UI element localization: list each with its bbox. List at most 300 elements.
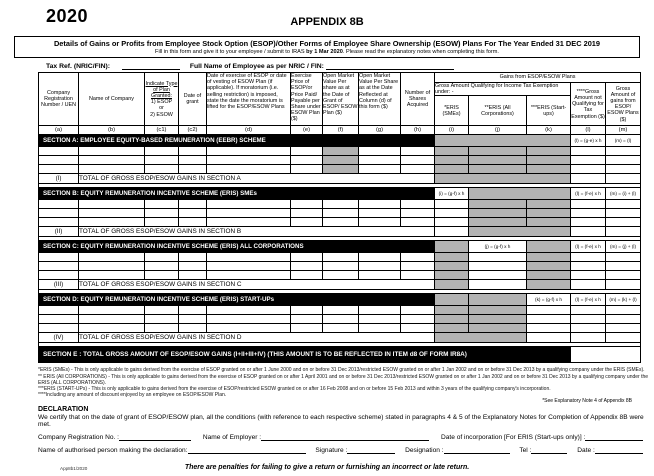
col-header-m: Gross Amount of gains from ESOP/ ESOW Plans ($) <box>606 83 641 126</box>
section-d-total-no: (IV) <box>39 333 79 343</box>
c1-opt2: 2) ESOW <box>150 111 173 118</box>
section-d-row <box>39 315 641 324</box>
section-d-formula-l: (l) = (f-e) x h <box>571 294 606 306</box>
form-subtitle <box>19 49 635 55</box>
letter-b: (b) <box>79 126 145 135</box>
col-header-g: Open Market Value Per Share as at the Date Reflected at Column (d) of this form ($) <box>359 73 401 126</box>
blocked-cell <box>527 280 571 290</box>
section-e-bar <box>39 347 641 363</box>
input-cell[interactable] <box>79 306 145 315</box>
input-cell[interactable] <box>606 218 641 227</box>
gains-table <box>38 72 641 363</box>
input-cell[interactable] <box>39 218 79 227</box>
footer <box>0 464 654 476</box>
input-cell[interactable] <box>39 165 79 174</box>
input-cell[interactable] <box>291 165 323 174</box>
section-b-total-no: (II) <box>39 227 79 237</box>
input-cell[interactable] <box>359 306 401 315</box>
input-cell[interactable] <box>527 306 571 315</box>
input-cell[interactable] <box>606 209 641 218</box>
input-cell[interactable] <box>323 262 359 271</box>
input-cell[interactable] <box>435 209 469 218</box>
input-cell[interactable] <box>401 147 435 156</box>
section-c-bar <box>39 241 641 253</box>
input-cell[interactable] <box>79 324 145 333</box>
blocked-cell <box>527 209 571 218</box>
section-d-total-label: TOTAL OF GROSS ESOP/ESOW GAINS IN SECTION D <box>79 333 435 343</box>
input-cell[interactable] <box>571 315 606 324</box>
input-cell[interactable] <box>401 200 435 209</box>
blocked-cell <box>435 262 469 271</box>
input-cell[interactable] <box>359 156 401 165</box>
blocked-cell <box>469 315 527 324</box>
col-header-d: Date of exercise of ESOP or date of vesting of ESOW Plan (if applicable). If moratorium (i.e. selling restriction) is imposed, state the date the moratorium is lifted for the ESOP/ESOW Plans <box>207 73 291 126</box>
section-a-title: SECTION A: EMPLOYEE EQUITY-BASED REMUNERATION (EEBR) SCHEME <box>39 135 435 147</box>
input-cell[interactable] <box>207 315 291 324</box>
section-b-total-row <box>39 227 641 237</box>
input-cell[interactable] <box>145 209 179 218</box>
input-cell[interactable] <box>79 156 145 165</box>
declaration-line-2 <box>38 446 654 454</box>
input-cell[interactable] <box>79 315 145 324</box>
blocked-cell <box>527 165 571 174</box>
blocked-cell <box>469 218 527 227</box>
input-cell[interactable] <box>606 324 641 333</box>
designation-field[interactable] <box>444 446 510 454</box>
input-cell[interactable] <box>571 253 606 262</box>
blocked-cell <box>323 147 359 156</box>
input-cell[interactable] <box>179 253 207 262</box>
col-header-c1 <box>145 73 179 126</box>
employer-field[interactable] <box>261 433 429 441</box>
section-b-row <box>39 218 641 227</box>
input-cell[interactable] <box>571 165 606 174</box>
input-cell[interactable] <box>527 315 571 324</box>
input-cell[interactable] <box>207 253 291 262</box>
input-cell[interactable] <box>359 315 401 324</box>
input-cell[interactable] <box>606 306 641 315</box>
input-cell[interactable] <box>207 218 291 227</box>
input-cell[interactable] <box>145 324 179 333</box>
total-cell[interactable] <box>435 227 469 237</box>
tax-ref-label: Tax Ref. (NRIC/FIN): <box>46 63 111 70</box>
input-cell[interactable] <box>401 262 435 271</box>
blocked-cell <box>527 241 571 253</box>
input-cell[interactable] <box>323 306 359 315</box>
input-cell[interactable] <box>79 262 145 271</box>
input-cell[interactable] <box>145 253 179 262</box>
col-header-b: Name of Company <box>79 73 145 126</box>
input-cell[interactable] <box>79 165 145 174</box>
blocked-cell <box>435 135 571 147</box>
blocked-cell <box>435 333 527 343</box>
input-cell[interactable] <box>207 306 291 315</box>
col-header-f: Open Market Value Per share as at the Date of Grant of ESOP/ ESOW Plan ($) <box>323 73 359 126</box>
blocked-cell <box>435 294 469 306</box>
section-e-total-cell[interactable] <box>571 347 641 363</box>
col-header-h: Number of Shares Acquired <box>401 73 435 126</box>
input-cell[interactable] <box>291 306 323 315</box>
signature-field[interactable] <box>347 446 395 454</box>
letter-a: (a) <box>39 126 79 135</box>
col-header-l: ****Gross Amount not Qualifying for Tax Exemption ($) <box>571 83 606 126</box>
input-cell[interactable] <box>145 156 179 165</box>
input-cell[interactable] <box>145 147 179 156</box>
declaration-line-1 <box>38 433 654 441</box>
company-reg-label: Company Registration No. : <box>38 433 119 441</box>
section-c-total-no: (III) <box>39 280 79 290</box>
blocked-cell <box>435 165 469 174</box>
blocked-cell <box>469 147 527 156</box>
section-b-title: SECTION B: EQUITY REMUNERATION INCENTIVE SCHEME (ERIS) SMEs <box>39 188 435 200</box>
blocked-cell <box>435 315 469 324</box>
input-cell[interactable] <box>291 209 323 218</box>
input-cell[interactable] <box>323 253 359 262</box>
col-header-i: *ERIS (SMEs) <box>435 96 469 126</box>
blocked-cell <box>527 156 571 165</box>
footnote-eris-startups: ***ERIS (START-UPs) - This is only applicable to gains derived from the exercise of ESOP/restricted ESOW granted on or after 16 Feb 2008 and on or before 15 Feb 2013 and within 3 years of the qualifying company's incorporation. <box>38 385 551 392</box>
input-cell[interactable] <box>207 324 291 333</box>
penalty-notice: There are penalties for failing to give a return or furnishing an incorrect or late return. <box>184 463 470 471</box>
blocked-cell <box>469 200 527 209</box>
input-cell[interactable] <box>323 209 359 218</box>
input-cell[interactable] <box>401 271 435 280</box>
input-cell[interactable] <box>79 147 145 156</box>
col-header-c2: Date of grant <box>179 73 207 126</box>
blocked-cell <box>435 324 469 333</box>
total-cell[interactable] <box>571 174 606 184</box>
input-cell[interactable] <box>359 209 401 218</box>
input-cell[interactable] <box>39 253 79 262</box>
form-header <box>0 0 654 34</box>
input-cell[interactable] <box>291 218 323 227</box>
declaration-section <box>38 406 654 454</box>
input-cell[interactable] <box>179 324 207 333</box>
input-cell[interactable] <box>571 147 606 156</box>
blocked-cell <box>435 271 469 280</box>
input-cell[interactable] <box>207 200 291 209</box>
blocked-cell <box>469 306 527 315</box>
input-cell[interactable] <box>469 262 527 271</box>
incorporation-field[interactable] <box>585 433 643 441</box>
section-a-bar <box>39 135 641 147</box>
input-cell[interactable] <box>291 324 323 333</box>
section-b-total-label: TOTAL OF GROSS ESOP/ESOW GAINS IN SECTION B <box>79 227 435 237</box>
section-a-row <box>39 165 641 174</box>
input-cell[interactable] <box>145 200 179 209</box>
total-cell[interactable] <box>571 280 606 290</box>
input-cell[interactable] <box>291 253 323 262</box>
letter-c1: (c1) <box>145 126 179 135</box>
input-cell[interactable] <box>39 262 79 271</box>
section-a-formula-m: (m) = (l) <box>606 135 641 147</box>
input-cell[interactable] <box>359 147 401 156</box>
authorised-person-field[interactable] <box>188 446 306 454</box>
input-cell[interactable] <box>291 156 323 165</box>
input-cell[interactable] <box>571 324 606 333</box>
section-c-total-label: TOTAL OF GROSS ESOP/ESOW GAINS IN SECTION C <box>79 280 435 290</box>
declaration-heading: DECLARATION <box>38 405 89 413</box>
input-cell[interactable] <box>469 253 527 262</box>
identity-line <box>46 62 654 70</box>
blocked-cell <box>527 200 571 209</box>
section-e-title: SECTION E : TOTAL GROSS AMOUNT OF ESOP/ESOW GAINS (I+II+III+IV) (THIS AMOUNT IS TO BE REFLECTED IN ITEM d8 OF FORM IR8A) <box>39 347 571 363</box>
blocked-cell <box>469 165 527 174</box>
section-b-formula-m: (m) = (i) + (l) <box>606 188 641 200</box>
letter-m: (m) <box>606 126 641 135</box>
footnotes <box>38 367 654 397</box>
incorporation-label: Date of incorporation [For ERIS (Start-ups only)] : <box>440 433 586 441</box>
input-cell[interactable] <box>359 165 401 174</box>
input-cell[interactable] <box>435 218 469 227</box>
input-cell[interactable] <box>179 156 207 165</box>
total-cell[interactable] <box>571 333 606 343</box>
input-cell[interactable] <box>401 209 435 218</box>
input-cell[interactable] <box>571 271 606 280</box>
input-cell[interactable] <box>39 147 79 156</box>
date-field[interactable] <box>595 446 643 454</box>
c1-title: Indicate Type of Plan Granted: <box>145 80 178 99</box>
blocked-cell <box>469 294 527 306</box>
input-cell[interactable] <box>179 209 207 218</box>
input-cell[interactable] <box>207 209 291 218</box>
c1-or: or <box>159 105 164 112</box>
total-cell[interactable] <box>606 227 641 237</box>
section-c-formula-m: (m) = (j) + (l) <box>606 241 641 253</box>
footnote-eris-all-corporations: ** ERIS (All CORPORATIONS) - This is only applicable to gains derived from the exercise of ESOP granted on or after 1 April 2001 and on or before 31 Dec 2013/restricted ESOW granted on or after 1 Jan 2002 and on or before 31 Dec 2013 by a qualifying company under the ERIS (ALL CORPORATIONS). <box>38 373 649 386</box>
section-a-total-label: TOTAL OF GROSS ESOP/ESOW GAINS IN SECTION A <box>79 174 435 184</box>
column-letter-row <box>39 126 641 135</box>
input-cell[interactable] <box>359 200 401 209</box>
input-cell[interactable] <box>179 147 207 156</box>
input-cell[interactable] <box>145 218 179 227</box>
input-cell[interactable] <box>179 165 207 174</box>
tax-ref-field[interactable] <box>122 62 180 70</box>
col-header-k: ***ERIS (Start-ups) <box>527 96 571 126</box>
input-cell[interactable] <box>79 271 145 280</box>
section-c-formula-l: (l) = (f-e) x h <box>571 241 606 253</box>
input-cell[interactable] <box>79 209 145 218</box>
input-cell[interactable] <box>606 147 641 156</box>
col-header-j: **ERIS (All Corporations) <box>469 96 527 126</box>
section-c-title: SECTION C: EQUITY REMUNERATION INCENTIVE SCHEME (ERIS) ALL CORPORATIONS <box>39 241 435 253</box>
input-cell[interactable] <box>79 218 145 227</box>
exemption-group-header: Gross Amount Qualifying for Income Tax Exemption under: - <box>435 83 571 96</box>
c1-opt1: 1) ESOP <box>150 99 173 106</box>
input-cell[interactable] <box>79 200 145 209</box>
footnote-discount: ****Including any amount of discount enjoyed by an employee on ESOP/ESOW Plan. <box>38 391 227 398</box>
input-cell[interactable] <box>606 253 641 262</box>
input-cell[interactable] <box>179 200 207 209</box>
signature-label: Signature : <box>315 446 348 454</box>
form-code: App8b1/2020 <box>60 465 88 471</box>
input-cell[interactable] <box>323 200 359 209</box>
input-cell[interactable] <box>291 147 323 156</box>
input-cell[interactable] <box>606 156 641 165</box>
tel-label: Tel : <box>519 446 532 454</box>
input-cell[interactable] <box>401 306 435 315</box>
section-a-total-no: (I) <box>39 174 79 184</box>
blocked-cell <box>323 156 359 165</box>
input-cell[interactable] <box>359 218 401 227</box>
input-cell[interactable] <box>606 165 641 174</box>
subtitle-pre: Fill in this form and give it to your employee / submit to IRAS <box>155 49 307 55</box>
input-cell[interactable] <box>359 271 401 280</box>
input-cell[interactable] <box>435 200 469 209</box>
input-cell[interactable] <box>606 315 641 324</box>
input-cell[interactable] <box>145 315 179 324</box>
input-cell[interactable] <box>39 306 79 315</box>
input-cell[interactable] <box>207 147 291 156</box>
input-cell[interactable] <box>571 156 606 165</box>
input-cell[interactable] <box>606 200 641 209</box>
blocked-cell <box>469 227 571 237</box>
blocked-cell <box>435 156 469 165</box>
input-cell[interactable] <box>359 324 401 333</box>
total-cell[interactable] <box>469 280 527 290</box>
blocked-cell <box>527 218 571 227</box>
input-cell[interactable] <box>145 271 179 280</box>
input-cell[interactable] <box>39 315 79 324</box>
input-cell[interactable] <box>207 165 291 174</box>
footnote-eris-smes: *ERIS (SMEs) - This is only applicable to gains derived from the exercise of ESOP granted on or after 1 June 2000 and on or before 31 Dec 2013/restricted ESOW granted on or after 1 Jan 2002 and on or before 31 Dec 2013 by a qualifying company under the ERIS (SMEs). <box>38 367 645 374</box>
input-cell[interactable] <box>606 271 641 280</box>
input-cell[interactable] <box>606 262 641 271</box>
gains-group-header: Gains from ESOP/ESOW Plans <box>435 73 641 83</box>
company-reg-field[interactable] <box>119 433 191 441</box>
subtitle-post: . Please read the explanatory notes when completing this form. <box>342 49 499 55</box>
input-cell[interactable] <box>291 271 323 280</box>
section-b-formula-i: (i) = (g-f) x h <box>435 188 469 200</box>
input-cell[interactable] <box>571 262 606 271</box>
input-cell[interactable] <box>571 306 606 315</box>
section-b-formula-l: (l) = (f-e) x h <box>571 188 606 200</box>
input-cell[interactable] <box>323 271 359 280</box>
form-title-box <box>14 36 640 58</box>
input-cell[interactable] <box>323 324 359 333</box>
blocked-cell <box>469 324 527 333</box>
input-cell[interactable] <box>207 271 291 280</box>
letter-h: (h) <box>401 126 435 135</box>
section-d-title: SECTION D: EQUITY REMUNERATION INCENTIVE SCHEME (ERIS) START-UPs <box>39 294 435 306</box>
input-cell[interactable] <box>179 262 207 271</box>
section-b-row <box>39 200 641 209</box>
total-cell[interactable] <box>606 280 641 290</box>
input-cell[interactable] <box>359 262 401 271</box>
input-cell[interactable] <box>571 209 606 218</box>
input-cell[interactable] <box>179 271 207 280</box>
input-cell[interactable] <box>401 165 435 174</box>
input-cell[interactable] <box>39 156 79 165</box>
section-d-total-row <box>39 333 641 343</box>
total-cell[interactable] <box>527 333 571 343</box>
input-cell[interactable] <box>145 262 179 271</box>
letter-k: (k) <box>527 126 571 135</box>
input-cell[interactable] <box>291 262 323 271</box>
section-a-row <box>39 147 641 156</box>
section-a-row <box>39 156 641 165</box>
input-cell[interactable] <box>359 253 401 262</box>
input-cell[interactable] <box>207 262 291 271</box>
section-d-formula-m: (m) = (k) + (l) <box>606 294 641 306</box>
input-cell[interactable] <box>145 165 179 174</box>
letter-e: (e) <box>291 126 323 135</box>
blocked-cell <box>435 241 469 253</box>
employee-name-field[interactable] <box>326 62 454 70</box>
input-cell[interactable] <box>401 253 435 262</box>
input-cell[interactable] <box>207 156 291 165</box>
input-cell[interactable] <box>39 200 79 209</box>
input-cell[interactable] <box>401 156 435 165</box>
input-cell[interactable] <box>401 324 435 333</box>
input-cell[interactable] <box>39 271 79 280</box>
section-c-total-row <box>39 280 641 290</box>
input-cell[interactable] <box>571 200 606 209</box>
authorised-person-label: Name of authorised person making the declaration: <box>38 446 188 454</box>
blocked-cell <box>435 280 469 290</box>
input-cell[interactable] <box>179 306 207 315</box>
year-label: 2020 <box>46 6 89 26</box>
blocked-cell <box>435 306 469 315</box>
letter-d: (d) <box>207 126 291 135</box>
letter-l: (l) <box>571 126 606 135</box>
input-cell[interactable] <box>39 324 79 333</box>
blocked-cell <box>469 188 571 200</box>
input-cell[interactable] <box>469 271 527 280</box>
col-header-a: Company Registration Number / UEN <box>39 73 79 126</box>
input-cell[interactable] <box>323 218 359 227</box>
section-b-row <box>39 209 641 218</box>
input-cell[interactable] <box>179 218 207 227</box>
input-cell[interactable] <box>527 324 571 333</box>
blocked-cell <box>323 165 359 174</box>
col-header-e: Exercise Price of ESOP/or Price Paid/ Payable per Share under ESOW Plan ($) <box>291 73 323 126</box>
letter-j: (j) <box>469 126 527 135</box>
blocked-cell <box>527 262 571 271</box>
blocked-cell <box>435 253 469 262</box>
input-cell[interactable] <box>145 306 179 315</box>
input-cell[interactable] <box>179 315 207 324</box>
appendix-title: APPENDIX 8B <box>290 16 364 28</box>
input-cell[interactable] <box>571 218 606 227</box>
input-cell[interactable] <box>323 315 359 324</box>
section-c-row <box>39 253 641 262</box>
section-d-row <box>39 324 641 333</box>
input-cell[interactable] <box>401 315 435 324</box>
total-cell[interactable] <box>606 174 641 184</box>
total-cell[interactable] <box>606 333 641 343</box>
blocked-cell <box>469 156 527 165</box>
input-cell[interactable] <box>291 200 323 209</box>
section-c-formula-j: (j) = (g-f) x h <box>469 241 527 253</box>
blocked-cell <box>527 147 571 156</box>
blocked-cell <box>435 174 571 184</box>
section-a-total-row <box>39 174 641 184</box>
total-cell[interactable] <box>571 227 606 237</box>
input-cell[interactable] <box>39 209 79 218</box>
input-cell[interactable] <box>291 315 323 324</box>
section-d-formula-k: (k) = (g-f) x h <box>527 294 571 306</box>
tel-field[interactable] <box>531 446 567 454</box>
section-c-row <box>39 271 641 280</box>
date-label: Date : <box>577 446 595 454</box>
input-cell[interactable] <box>79 253 145 262</box>
section-d-row <box>39 306 641 315</box>
letter-f: (f) <box>323 126 359 135</box>
subtitle-deadline: by 1 Mar 2020 <box>306 49 343 55</box>
input-cell[interactable] <box>401 218 435 227</box>
section-a-formula-l: (l) = (g-e) x h <box>571 135 606 147</box>
